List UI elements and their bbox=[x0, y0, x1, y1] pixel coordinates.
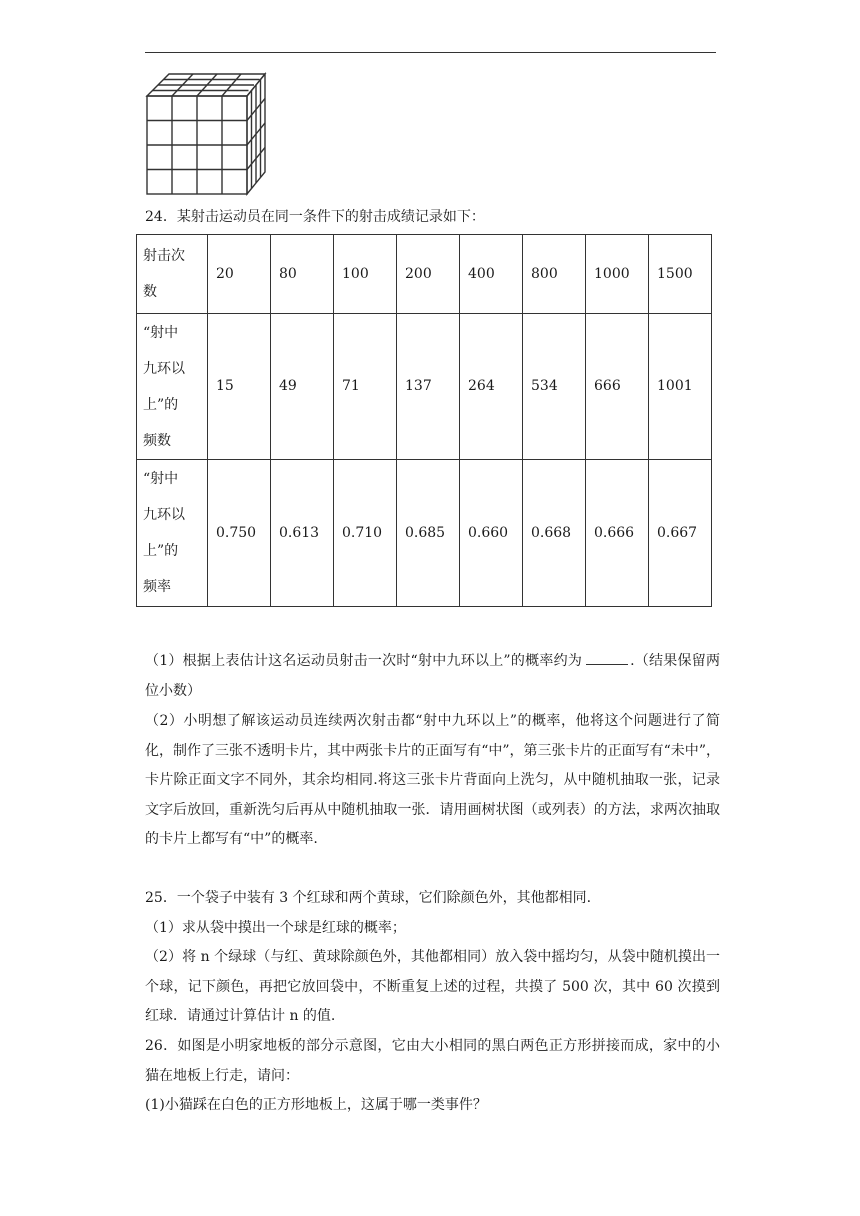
table-cell: 1000 bbox=[586, 235, 649, 314]
table-cell: 20 bbox=[208, 235, 271, 314]
table-cell: 200 bbox=[397, 235, 460, 314]
table-row-shots bbox=[137, 235, 712, 314]
table-row-frequency-rate bbox=[137, 460, 712, 607]
label-line: “射中 bbox=[143, 324, 179, 341]
row-label-frequency-count bbox=[137, 314, 208, 460]
label-line: 数 bbox=[143, 284, 157, 300]
shooting-record-table bbox=[136, 234, 712, 607]
label-line: 上”的 bbox=[143, 543, 179, 559]
question-24-part-2: （2）小明想了解该运动员连续两次射击都“射中九环以上”的概率，他将这个问题进行了简化，制作了三张不透明卡片，其中两张卡片的正面写有“中”，第三张卡片的正面写有“未中”，卡片除正面文字不同外，其余均相同.将这三张卡片背面向上洗匀，从中随机抽取一张，记录文字后放回，重新洗匀后再从中随机抽取一张．请用画树状图（或列表）的方法，求两次抽取的卡片上都写有“中”的概率. bbox=[145, 713, 720, 848]
question-25-part-2: （2）将 n 个绿球（与红、黄球除颜色外，其他都相同）放入袋中摇均匀，从袋中随机摸出一个球，记下颜色，再把它放回袋中，不断重复上述的过程，共摸了 500 次，其中 60 次摸到红球．请通过计算估计 n 的值. bbox=[145, 949, 720, 1025]
cube-figure bbox=[143, 70, 269, 198]
answer-blank[interactable] bbox=[586, 650, 628, 665]
table-cell: 1001 bbox=[649, 314, 712, 460]
row-label-shots bbox=[137, 235, 208, 314]
question-26-part-1: (1)小猫踩在白色的正方形地板上，这属于哪一类事件？ bbox=[145, 1097, 487, 1113]
table-cell: 71 bbox=[334, 314, 397, 460]
table-cell: 100 bbox=[334, 235, 397, 314]
table-cell: 400 bbox=[460, 235, 523, 314]
table-cell: 0.750 bbox=[208, 460, 271, 607]
table-row-frequency-count bbox=[137, 314, 712, 460]
table-cell: 0.660 bbox=[460, 460, 523, 607]
table-cell: 137 bbox=[397, 314, 460, 460]
question-26-title: 26．如图是小明家地板的部分示意图，它由大小相同的黑白两色正方形拼接而成，家中的小猫在地板上行走，请问： bbox=[145, 1038, 720, 1084]
table-cell: 0.685 bbox=[397, 460, 460, 607]
table-cell: 0.710 bbox=[334, 460, 397, 607]
table-cell: 0.667 bbox=[649, 460, 712, 607]
table-cell: 264 bbox=[460, 314, 523, 460]
table-cell: 666 bbox=[586, 314, 649, 460]
question-24-part-1 bbox=[145, 647, 720, 706]
label-line: “射中 bbox=[143, 471, 179, 487]
table-cell: 0.613 bbox=[271, 460, 334, 607]
table-cell: 1500 bbox=[649, 235, 712, 314]
label-line: 频数 bbox=[143, 432, 171, 449]
label-line: 频率 bbox=[143, 579, 171, 595]
table-cell: 80 bbox=[271, 235, 334, 314]
table-cell: 800 bbox=[523, 235, 586, 314]
table-cell: 49 bbox=[271, 314, 334, 460]
label-line: 九环以 bbox=[143, 507, 185, 523]
header-rule bbox=[145, 52, 716, 53]
table-cell: 0.666 bbox=[586, 460, 649, 607]
row-label-frequency-rate bbox=[137, 460, 208, 607]
label-line: 九环以 bbox=[143, 360, 185, 377]
label-line: 射击次 bbox=[143, 248, 185, 264]
part-1-text: （1）根据上表估计这名运动员射击一次时“射中九环以上”的概率约为 bbox=[145, 653, 583, 669]
part-1-text-end: .（结果保留两位小数） bbox=[145, 653, 720, 699]
question-24-title: 24．某射击运动员在同一条件下的射击成绩记录如下： bbox=[145, 209, 485, 225]
table-cell: 0.668 bbox=[523, 460, 586, 607]
question-25-title: 25．一个袋子中装有 3 个红球和两个黄球，它们除颜色外，其他都相同. bbox=[145, 890, 592, 906]
label-line: 上”的 bbox=[143, 396, 179, 413]
table-cell: 15 bbox=[208, 314, 271, 460]
question-25-part-1: （1）求从袋中摸出一个球是红球的概率； bbox=[145, 920, 406, 936]
table-cell: 534 bbox=[523, 314, 586, 460]
